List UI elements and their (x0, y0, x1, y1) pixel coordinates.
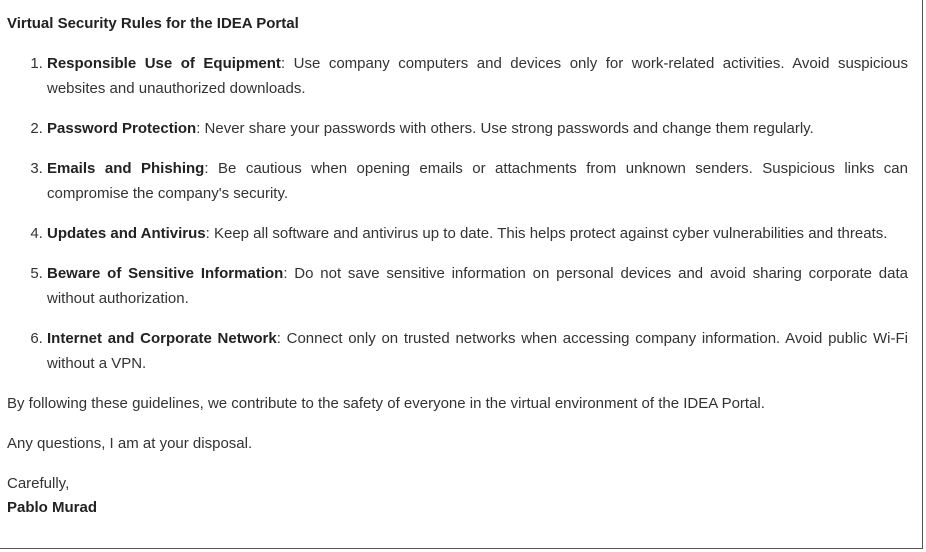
rule-text: : Keep all software and antivirus up to date. This helps protect against cyber vulnerabilities and threats. (205, 225, 888, 242)
rule-item-1 (47, 51, 908, 101)
rule-heading: Internet and Corporate Network (47, 330, 277, 347)
rule-text: : Never share your passwords with others. Use strong passwords and change them regularly. (196, 120, 814, 137)
rule-text: : Do not save sensitive information on personal devices and avoid sharing corporate data without authorization. (47, 265, 908, 307)
rule-item-6 (47, 326, 908, 376)
rules-list (7, 51, 908, 376)
signoff-text: Carefully, (7, 475, 70, 492)
rule-heading: Password Protection (47, 120, 197, 137)
rule-heading: Emails and Phishing (47, 160, 205, 177)
rule-item-4 (47, 221, 908, 246)
rule-text: : Use company computers and devices only for work-related activities. Avoid suspicious websites and unauthorized downloads. (47, 55, 908, 97)
rule-item-2 (47, 116, 908, 141)
rule-item-5 (47, 261, 908, 311)
questions-line: Any questions, I am at your disposal. (7, 435, 253, 452)
rule-item-3 (47, 156, 908, 206)
rule-text: : Be cautious when opening emails or attachments from unknown senders. Suspicious links can compromise the company's security. (47, 160, 908, 202)
signature-block (7, 471, 908, 520)
signature-name: Pablo Murad (7, 499, 98, 516)
rule-text: : Connect only on trusted networks when accessing company information. Avoid public Wi-Fi without a VPN. (47, 330, 908, 372)
document-title: Virtual Security Rules for the IDEA Portal (7, 15, 299, 32)
rule-heading: Beware of Sensitive Information (47, 265, 284, 282)
rule-heading: Responsible Use of Equipment (47, 55, 281, 72)
rule-heading: Updates and Antivirus (47, 225, 206, 242)
closing-paragraph: By following these guidelines, we contribute to the safety of everyone in the virtual environment of the IDEA Portal. (7, 395, 765, 412)
